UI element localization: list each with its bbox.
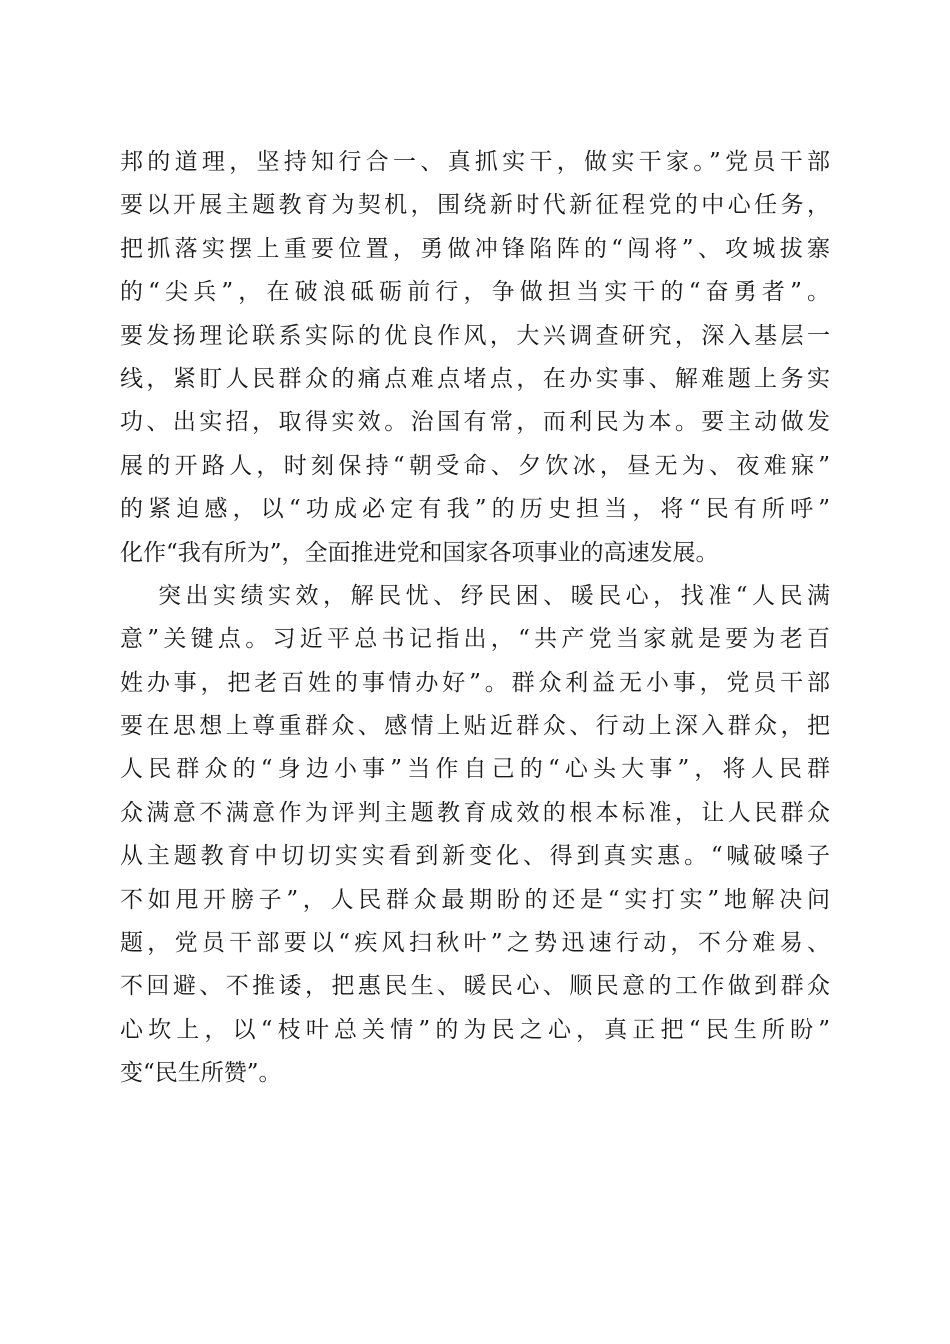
text-line: 人民群众的“身边小事”当作自己的“心头大事”，将人民群: [120, 756, 830, 783]
document-body: [120, 141, 830, 1096]
text-line: 线，紧盯人民群众的痛点难点堵点，在办实事、解难题上务实: [120, 365, 830, 392]
text-line: 突出实绩实效，解民忧、纾民困、暖民心，找准“人民满: [158, 582, 830, 609]
text-line: 把抓落实摆上重要位置，勇做冲锋陷阵的“闯将”、攻城拔寨: [120, 235, 830, 262]
paragraph-2: [120, 575, 830, 1096]
text-line: 的紧迫感，以“功成必定有我”的历史担当，将“民有所呼”: [120, 496, 830, 523]
text-line: 不回避、不推诿，把惠民生、暖民心、顺民意的工作做到群众: [120, 973, 830, 1000]
text-line: 功、出实招，取得实效。治国有常，而利民为本。要主动做发: [120, 409, 830, 436]
text-line: 不如甩开膀子”，人民群众最期盼的还是“实打实”地解决问: [120, 886, 830, 913]
text-line: 姓办事，把老百姓的事情办好”。群众利益无小事，党员干部: [120, 669, 830, 696]
text-line: 要发扬理论联系实际的优良作风，大兴调查研究，深入基层一: [120, 322, 830, 349]
text-line: 心坎上，以“枝叶总关情”的为民之心，真正把“民生所盼”: [120, 1016, 830, 1043]
text-line: 意”关键点。习近平总书记指出，“共产党当家就是要为老百: [120, 626, 830, 653]
text-line: 众满意不满意作为评判主题教育成效的根本标准，让人民群众: [120, 799, 830, 826]
text-line: 展的开路人，时刻保持“朝受命、夕饮冰，昼无为、夜难寐”: [120, 452, 830, 479]
text-line: 从主题教育中切切实实看到新变化、得到真实惠。“喊破嗓子: [120, 843, 830, 870]
paragraph-1: [120, 141, 830, 575]
text-line: 邦的道理，坚持知行合一、真抓实干，做实干家。”党员干部: [120, 149, 830, 175]
text-line: 变“民生所赞”。: [120, 1060, 282, 1087]
text-line: 化作“我有所为”，全面推进党和国家各项事业的高速发展。: [120, 539, 719, 566]
text-line: 要在思想上尊重群众、感情上贴近群众、行动上深入群众，把: [120, 713, 830, 740]
text-line: 题，党员干部要以“疾风扫秋叶”之势迅速行动，不分难易、: [120, 930, 830, 957]
text-line: 要以开展主题教育为契机，围绕新时代新征程党的中心任务，: [120, 192, 830, 219]
text-line: 的“尖兵”，在破浪砥砺前行，争做担当实干的“奋勇者”。: [120, 279, 830, 306]
